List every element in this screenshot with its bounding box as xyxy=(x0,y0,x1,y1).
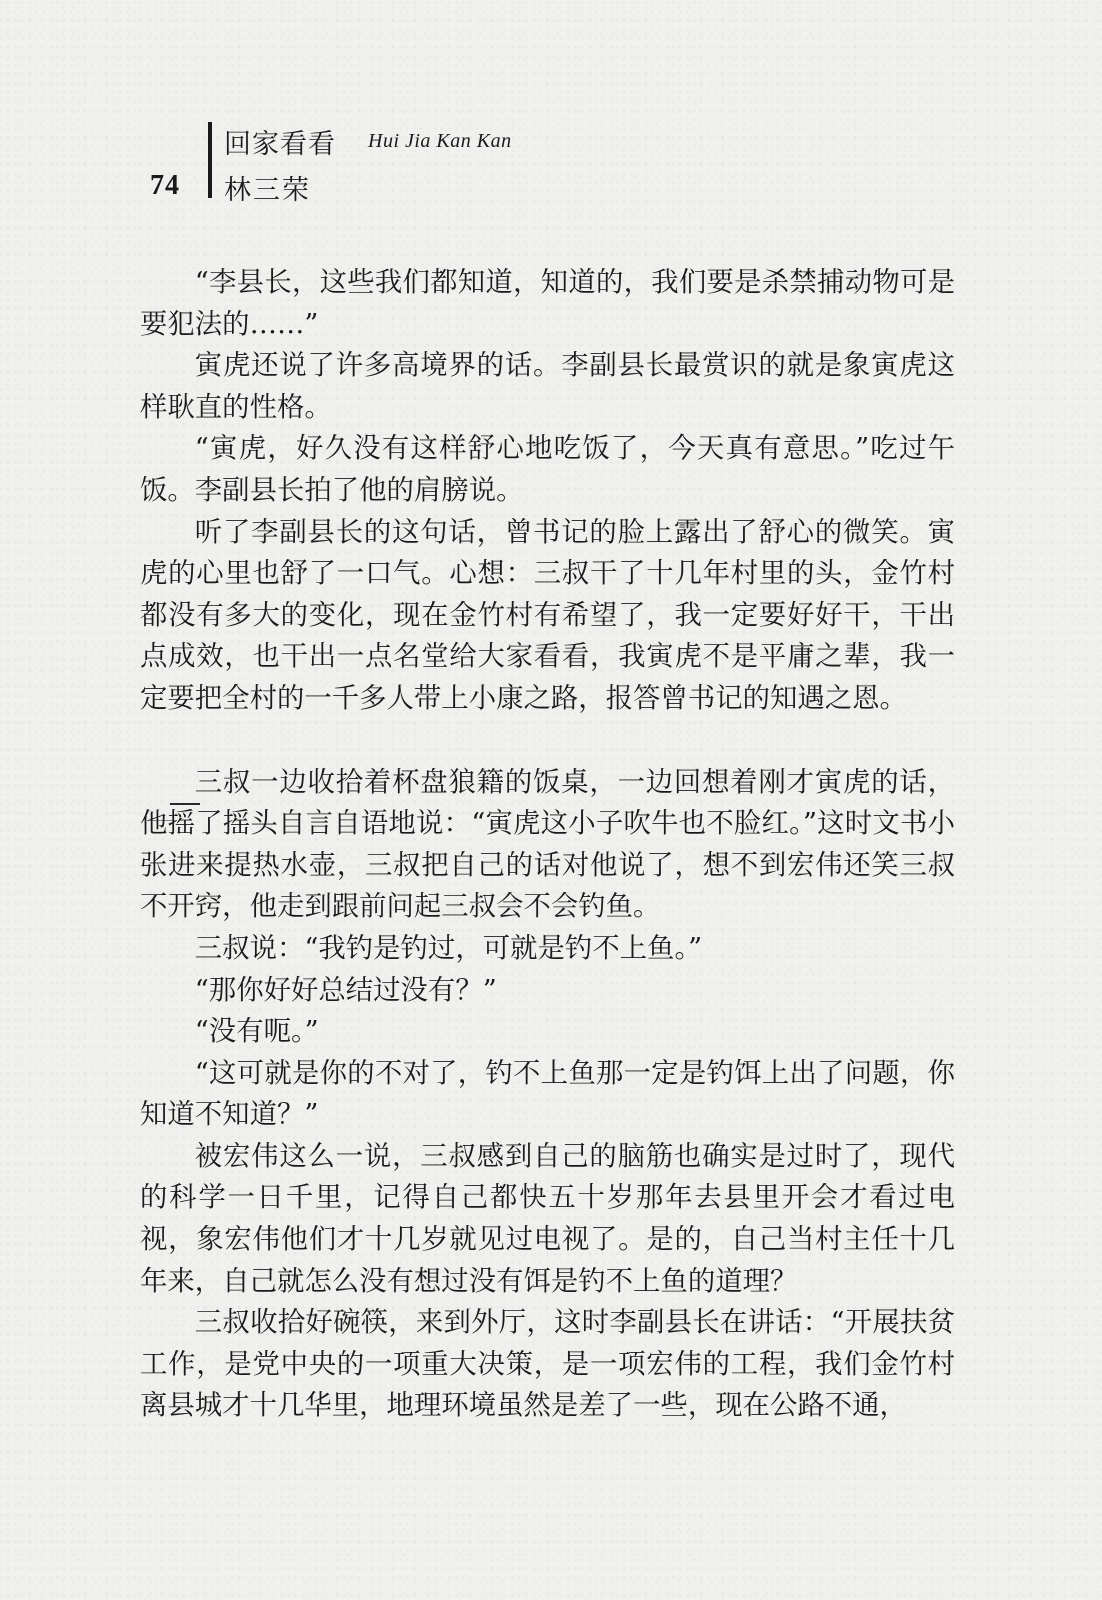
header-divider xyxy=(208,122,212,198)
paragraph: 三叔一边收拾着杯盘狼籍的饭桌，一边回想着刚才寅虎的话，他摇了摇头自言自语地说：“寅虎这小子吹牛也不脸红。”这时文书小张进来提热水壶，三叔把自己的话对他说了，想不到宏伟还笑三叔不开窍，他走到跟前问起三叔会不会钓鱼。 xyxy=(140,766,955,923)
author-name: 林三荣 xyxy=(224,175,311,206)
paragraph: 被宏伟这么一说，三叔感到自己的脑筋也确实是过时了，现代的科学一日千里，记得自己都快五十岁那年去县里开会才看过电视，象宏伟他们才十几岁就见过电视了。是的，自己当村主任十几年来，自己就怎么没有想过没有饵是钓不上鱼的道理？ xyxy=(140,1140,955,1297)
running-header xyxy=(140,118,640,208)
section-gap xyxy=(140,720,955,762)
book-title-chinese: 回家看看 xyxy=(224,129,336,160)
paragraph: 寅虎还说了许多高境界的话。李副县长最赏识的就是象寅虎这样耿直的性格。 xyxy=(140,350,955,423)
paragraph: “没有呃。” xyxy=(194,1016,319,1048)
paragraph: 听了李副县长的这句话，曾书记的脸上露出了舒心的微笑。寅虎的心里也舒了一口气。心想：三叔干了十几年村里的头，金竹村都没有多大的变化，现在金竹村有希望了，我一定要好好干，干出点成效，也干出一点名堂给大家看看，我寅虎不是平庸之辈，我一定要把全村的一千多人带上小康之路，报答曾书记的知遇之恩。 xyxy=(140,516,955,714)
paragraph: “那你好好总结过没有？” xyxy=(194,974,497,1006)
paragraph: “这可就是你的不对了，钓不上鱼那一定是钓饵上出了问题，你知道不知道？” xyxy=(140,1057,955,1131)
page-number: 74 xyxy=(150,170,180,201)
paragraph: 三叔说：“我钓是钓过，可就是钓不上鱼。” xyxy=(194,932,703,964)
paragraph: “李县长，这些我们都知道，知道的，我们要是杀禁捕动物可是要犯法的……” xyxy=(140,267,955,340)
body-text xyxy=(140,262,955,1427)
book-title-pinyin: Hui Jia Kan Kan xyxy=(368,130,512,152)
paragraph: 三叔收拾好碗筷，来到外厅，这时李副县长在讲话：“开展扶贫工作，是党中央的一项重大决策，是一项宏伟的工程，我们金竹村离县城才十几华里，地理环境虽然是差了一些，现在公路不通， xyxy=(140,1307,955,1422)
paragraph: “寅虎，好久没有这样舒心地吃饭了，今天真有意思。”吃过午饭。李副县长拍了他的肩膀说。 xyxy=(140,433,955,506)
